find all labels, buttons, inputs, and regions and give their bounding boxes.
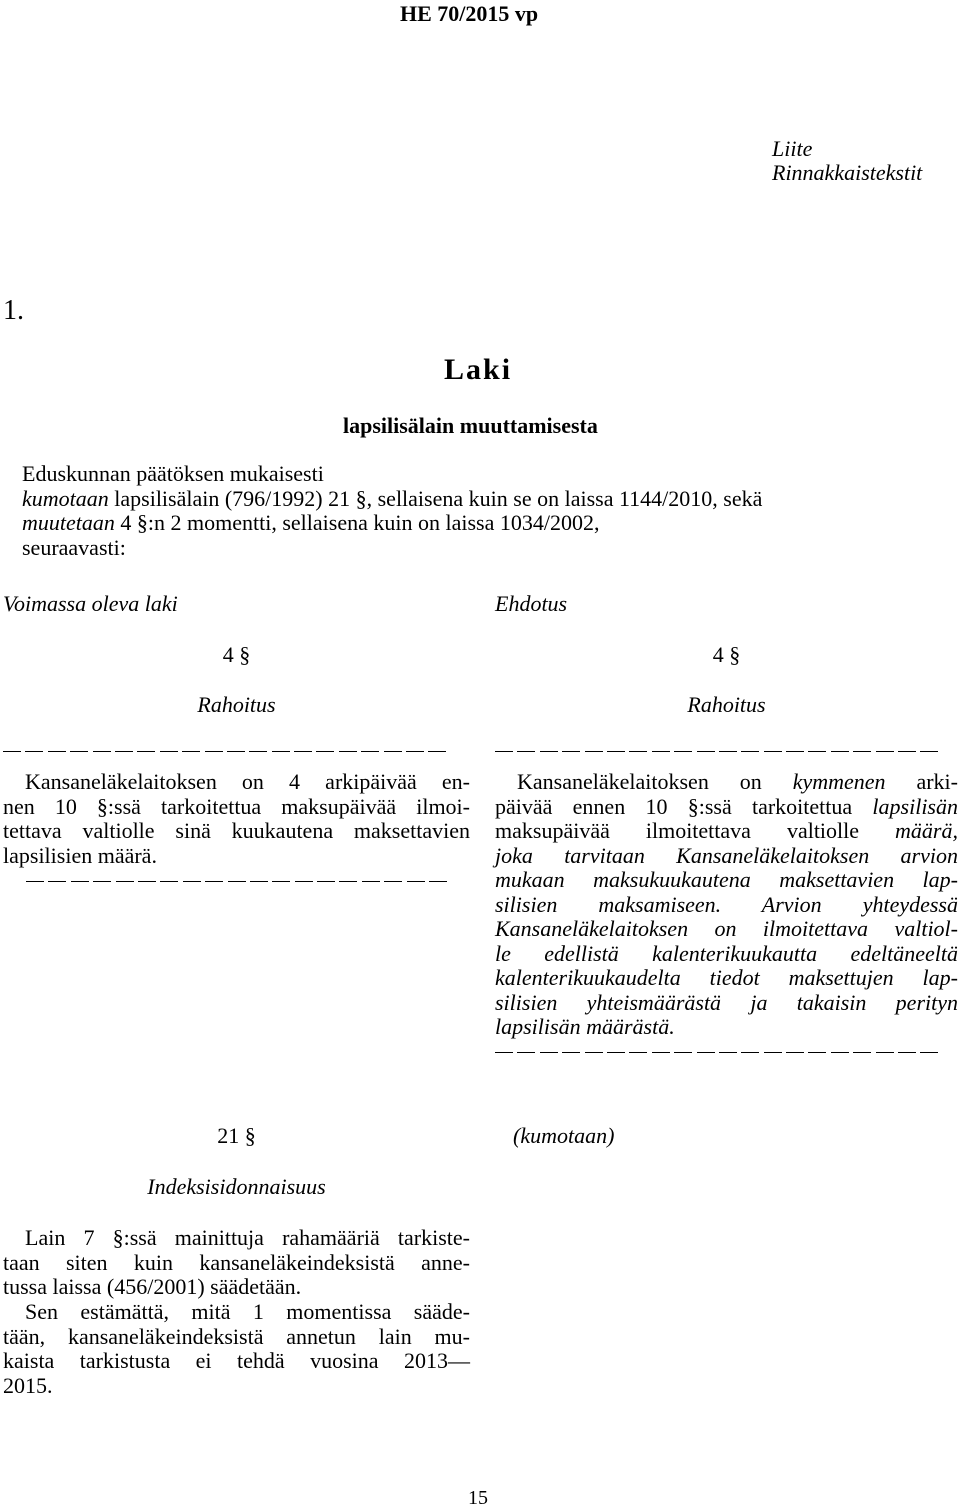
left-section-4-text: Kansaneläkelaitoksen on 4 arkipäivää en- nen 10 §:ssä tarkoitettua maksupäivää ilmoi- tettava valtiolle sinä kuukautena maksettavien lapsilisien määrä. (3, 769, 470, 868)
preamble (22, 462, 882, 560)
preamble-line-1: Eduskunnan päätöksen mukaisesti (22, 461, 324, 486)
document-id: HE 70/2015 vp (400, 1, 539, 26)
right-section-4-title: Rahoitus (687, 692, 766, 717)
right-column-heading: Ehdotus (495, 591, 568, 616)
law-subtitle: lapsilisälain muuttamisesta (343, 413, 598, 438)
left-section-4-title: Rahoitus (197, 692, 276, 717)
left-section-21-number: 21 § (217, 1123, 256, 1148)
left-section-4-number: 4 § (222, 642, 251, 667)
preamble-line-3: muutetaan 4 §:n 2 momentti, sellaisena kuin on laissa 1034/2002, (22, 510, 600, 535)
right-section-21-status: (kumotaan) (513, 1123, 615, 1148)
left-omission-dashes-bottom (26, 869, 447, 882)
left-section-21-paragraph-1: Lain 7 §:ssä mainittuja rahamääriä tarkiste- taan siten kuin kansaneläkeindeksistä anne- tussa laissa (456/2001) säädetään. (3, 1225, 470, 1299)
preamble-line-4: seuraavasti: (22, 534, 126, 560)
left-section-21-title: Indeksisidonnaisuus (147, 1174, 326, 1199)
appendix-label: Liite (772, 136, 813, 161)
right-section-4-number: 4 § (712, 642, 741, 667)
appendix-title: Rinnakkaistekstit (772, 160, 923, 185)
right-omission-dashes-bottom (495, 1040, 938, 1053)
left-column-heading: Voimassa oleva laki (3, 591, 178, 616)
law-title: Laki (444, 353, 513, 386)
preamble-line-2: kumotaan lapsilisälain (796/1992) 21 §, sellaisena kuin se on laissa 1144/2010, sekä (22, 485, 763, 511)
left-section-21-paragraph-2: Sen estämättä, mitä 1 momentissa sääde- tään, kansaneläkeindeksistä annetun lain mu- kaista tarkistusta ei tehdä vuosina 2013— 2015. (3, 1299, 470, 1398)
right-omission-dashes-top (495, 739, 938, 752)
section-number: 1. (3, 295, 24, 326)
page-number: 15 (468, 1487, 488, 1509)
right-section-4-text: Kansaneläkelaitoksen on kymmenen arki- päivää ennen 10 §:ssä tarkoitettua lapsilisän maksupäivää ilmoitettava valtiolle määrä, joka tarvitaan Kansaneläkelaitoksen arvion mukaan maksukuukautena maksettavien lap- silisien maksamiseen. Arvion yhteydessä Kansaneläkelaitoksen on ilmoitettava valtiol- le edellistä kalenterikuukautta edeltäneeltä kalenterikuukaudelta tiedot maksettujen lap- silisien yhteismäärästä ja takaisin perityn lapsilisän määrästä. (495, 769, 958, 1039)
left-omission-dashes-top (3, 739, 446, 752)
